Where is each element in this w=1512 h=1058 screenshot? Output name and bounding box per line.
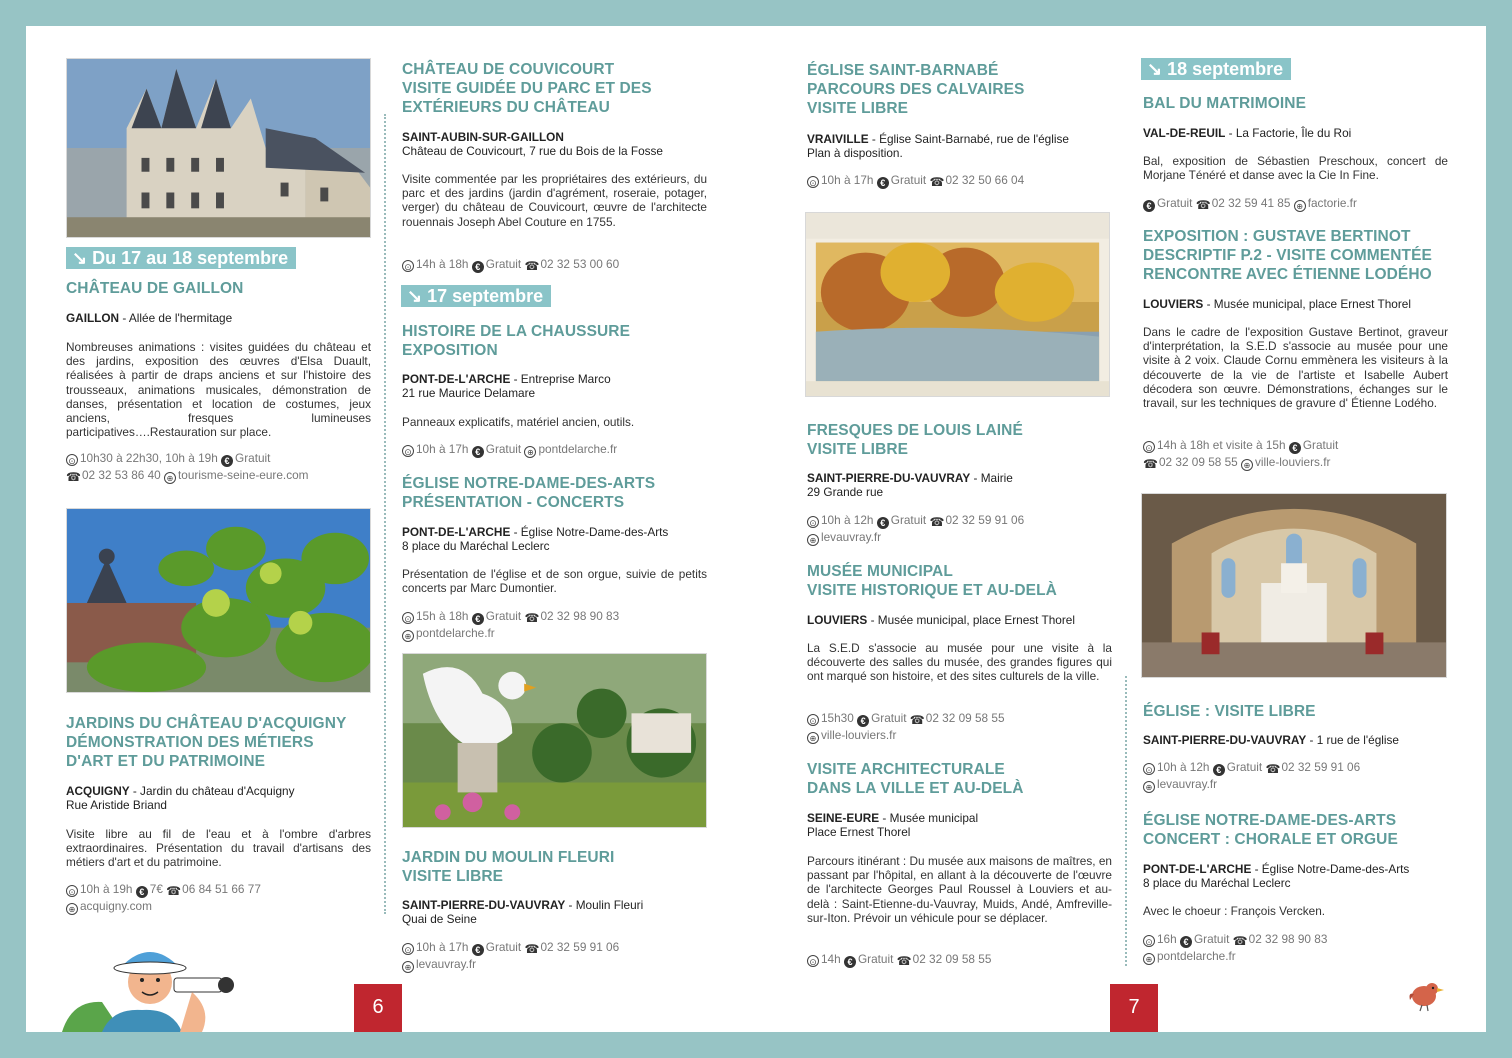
link-pontdelarche-2[interactable]: pontdelarche.fr xyxy=(416,626,495,640)
link-ville-louviers-2[interactable]: ville-louviers.fr xyxy=(1255,455,1331,469)
event-info-bal: € Gratuit ☎02 32 59 41 85 ⊕ factorie.fr xyxy=(1143,195,1448,212)
page-left xyxy=(26,26,756,1032)
event-place-barnabe: VRAIVILLE - Église Saint-Barnabé, rue de l'église Plan à disposition. xyxy=(807,132,1069,160)
globe-icon: ⊕ xyxy=(164,472,176,484)
event-info-ndarts: ⊙ 15h à 18h € Gratuit ☎02 32 98 90 83 ⊕ pontdelarche.fr xyxy=(402,608,707,642)
event-info-bertinot: ⊙ 14h à 18h et visite à 15h € Gratuit ☎02 32 09 58 55 ⊕ ville-louviers.fr xyxy=(1143,438,1339,471)
column-divider xyxy=(1125,676,1127,966)
date-banner-17-18: ↘ Du 17 au 18 septembre xyxy=(66,247,296,269)
event-place-couvicourt: SAINT-AUBIN-SUR-GAILLON Château de Couvicourt, 7 rue du Bois de la Fosse xyxy=(402,130,663,158)
event-title-concert: ÉGLISE NOTRE-DAME-DES-ARTS CONCERT : CHORALE ET ORGUE xyxy=(1143,812,1398,848)
event-info-barnabe: ⊙ 10h à 17h € Gratuit ☎02 32 50 66 04 xyxy=(807,172,1112,189)
event-desc-concert: Avec le choeur : François Vercken. xyxy=(1143,904,1326,918)
event-desc-couvicourt: Visite commentée par les propriétaires des extérieurs, du parc et des jardins (jardin d'agrément, roseraie, potager, verger) du château de Couvicourt, œuvre de l'architecte rouennais Joseph Abel Couture en 1755. xyxy=(402,172,707,229)
clock-icon: ⊙ xyxy=(807,714,819,726)
event-place-fresques: SAINT-PIERRE-DU-VAUVRAY - Mairie 29 Grande rue xyxy=(807,471,1013,499)
event-title-moulin: JARDIN DU MOULIN FLEURI VISITE LIBRE xyxy=(402,849,615,885)
euro-icon: € xyxy=(221,455,233,467)
phone-icon: ☎ xyxy=(896,954,912,968)
event-desc-bertinot: Dans le cadre de l'exposition Gustave Bertinot, graveur d'interprétation, la S.E.D s'associe au musée pour une visite à 2 voix. Claude Cornu emmènera les visiteurs à la découverte de la vie de l'artiste et Isabelle Aubert décodera son œuvre. Démonstrations, échanges sur le travail, sur les techniques de gravure d' Étienne Lodého. xyxy=(1143,325,1448,411)
event-info-couvicourt: ⊙ 14h à 18h € Gratuit ☎02 32 53 00 60 xyxy=(402,256,707,273)
globe-icon: ⊕ xyxy=(807,534,819,546)
link-tourisme[interactable]: tourisme-seine-eure.com xyxy=(178,468,309,482)
euro-icon: € xyxy=(877,517,889,529)
clock-icon: ⊙ xyxy=(402,943,414,955)
clock-icon: ⊙ xyxy=(66,885,78,897)
date-banner-18: ↘ 18 septembre xyxy=(1141,58,1291,80)
event-place-bertinot: LOUVIERS - Musée municipal, place Ernest Thorel xyxy=(1143,297,1411,311)
event-title-fresques: FRESQUES DE LOUIS LAINÉ VISITE LIBRE xyxy=(807,422,1023,458)
page-number-right: 7 xyxy=(1110,984,1158,1032)
euro-icon: € xyxy=(1180,936,1192,948)
euro-icon: € xyxy=(136,886,148,898)
event-place-chaussure: PONT-DE-L'ARCHE - Entreprise Marco 21 rue Maurice Delamare xyxy=(402,372,611,400)
event-title-barnabe: ÉGLISE SAINT-BARNABÉ PARCOURS DES CALVAIRES VISITE LIBRE xyxy=(807,62,1025,117)
globe-icon: ⊕ xyxy=(524,446,536,458)
event-info-concert: ⊙ 16h € Gratuit ☎02 32 98 90 83 ⊕ pontdelarche.fr xyxy=(1143,931,1448,965)
bird-icon xyxy=(1406,978,1446,1012)
event-place-archi: SEINE-EURE - Musée municipal Place Ernest Thorel xyxy=(807,811,979,839)
tourist-illustration xyxy=(62,940,252,1032)
clock-icon: ⊙ xyxy=(807,176,819,188)
phone-icon: ☎ xyxy=(909,713,925,727)
event-info-fresques: ⊙ 10h à 12h € Gratuit ☎02 32 59 91 06 ⊕ levauvray.fr xyxy=(807,512,1112,546)
event-title-acquigny: JARDINS DU CHÂTEAU D'ACQUIGNY DÉMONSTRATION DES MÉTIERS D'ART ET DU PATRIMOINE xyxy=(66,715,347,770)
euro-icon: € xyxy=(844,956,856,968)
euro-icon: € xyxy=(1143,200,1155,212)
link-ville-louviers[interactable]: ville-louviers.fr xyxy=(821,728,897,742)
event-title-chaussure: HISTOIRE DE LA CHAUSSURE EXPOSITION xyxy=(402,323,631,359)
event-title-gaillon: CHÂTEAU DE GAILLON xyxy=(66,280,244,297)
event-title-bertinot: EXPOSITION : GUSTAVE BERTINOT DESCRIPTIF P.2 - VISITE COMMENTÉE RENCONTRE AVEC ÉTIENNE LODÉHO xyxy=(1143,228,1432,283)
event-desc-ndarts: Présentation de l'église et de son orgue, suivie de petits concerts par Marc Dumontier. xyxy=(402,567,707,596)
event-title-bal: BAL DU MATRIMOINE xyxy=(1143,95,1307,112)
phone-icon: ☎ xyxy=(1195,198,1211,212)
photo-chateau-gaillon xyxy=(66,58,371,238)
column-divider xyxy=(384,114,386,914)
phone-icon: ☎ xyxy=(166,884,182,898)
euro-icon: € xyxy=(857,715,869,727)
phone-icon: ☎ xyxy=(1143,457,1158,471)
phone-icon: ☎ xyxy=(524,259,540,273)
phone-icon: ☎ xyxy=(929,175,945,189)
event-info-chaussure: ⊙ 10h à 17h € Gratuit ⊕ pontdelarche.fr xyxy=(402,441,707,458)
clock-icon: ⊙ xyxy=(402,445,414,457)
euro-icon: € xyxy=(472,446,484,458)
clock-icon: ⊙ xyxy=(807,516,819,528)
date-banner-17: ↘ 17 septembre xyxy=(401,285,551,307)
event-title-ndarts: ÉGLISE NOTRE-DAME-DES-ARTS PRÉSENTATION - CONCERTS xyxy=(402,475,656,511)
event-desc-gaillon: Nombreuses animations : visites guidées du château et des jardins, exposition des œuvres d'Elsa Duault, réalisées à partir de draps anciens et sur l'histoire des trousseaux, animations musicales, démonstration de danses, présentation et location de costumes, jeux anciens, fresques lumineuses participatives….Restauration sur place. xyxy=(66,340,371,440)
phone-icon: ☎ xyxy=(929,515,945,529)
euro-icon: € xyxy=(472,613,484,625)
event-place-ndarts: PONT-DE-L'ARCHE - Église Notre-Dame-des-Arts 8 place du Maréchal Leclerc xyxy=(402,525,669,553)
clock-icon: ⊙ xyxy=(1143,763,1155,775)
globe-icon: ⊕ xyxy=(1294,200,1306,212)
event-place-concert: PONT-DE-L'ARCHE - Église Notre-Dame-des-Arts 8 place du Maréchal Leclerc xyxy=(1143,862,1410,890)
event-info-gaillon: ⊙ 10h30 à 22h30, 10h à 19h € Gratuit ☎02 32 53 86 40 ⊕ tourisme-seine-eure.com xyxy=(66,451,309,484)
link-pontdelarche[interactable]: pontdelarche.fr xyxy=(538,442,618,456)
event-title-couvicourt: CHÂTEAU DE COUVICOURT VISITE GUIDÉE DU PARC ET DES EXTÉRIEURS DU CHÂTEAU xyxy=(402,61,652,116)
globe-icon: ⊕ xyxy=(1143,953,1155,965)
event-desc-bal: Bal, exposition de Sébastien Preschoux, concert de Morjane Ténéré et danse avec la Cie In Fine. xyxy=(1143,154,1448,183)
event-desc-archi: Parcours itinérant : Du musée aux maisons de maîtres, en passant par l'hôpital, en allant à la découverte de l'œuvre de l'architecte Georges Paul Roussel à Louviers et au-delà : Saint-Etienne-du-Vauvray, Muids, Andé, Amfreville-sur-Iton. Prévoir un véhicule pour se déplacer. xyxy=(807,854,1112,925)
event-info-musee: ⊙ 15h30 € Gratuit ☎02 32 09 58 55 ⊕ ville-louviers.fr xyxy=(807,710,1112,744)
event-desc-chaussure: Panneaux explicatifs, matériel ancien, outils. xyxy=(402,415,635,429)
event-info-eglise-vauvray: ⊙ 10h à 12h € Gratuit ☎02 32 59 91 06 ⊕ levauvray.fr xyxy=(1143,759,1448,793)
globe-icon: ⊕ xyxy=(807,732,819,744)
phone-icon: ☎ xyxy=(1232,934,1248,948)
link-factorie[interactable]: factorie.fr xyxy=(1307,196,1357,210)
clock-icon: ⊙ xyxy=(1143,935,1155,947)
phone-icon: ☎ xyxy=(524,611,540,625)
link-acquigny[interactable]: acquigny.com xyxy=(80,899,152,913)
globe-icon: ⊕ xyxy=(402,961,414,973)
phone-icon: ☎ xyxy=(524,942,540,956)
link-levauvray-3[interactable]: levauvray.fr xyxy=(1157,777,1218,791)
page-number-left: 6 xyxy=(354,984,402,1032)
photo-jardins-acquigny xyxy=(66,508,371,693)
event-place-musee: LOUVIERS - Musée municipal, place Ernest Thorel xyxy=(807,613,1075,627)
event-info-moulin: ⊙ 10h à 17h € Gratuit ☎02 32 59 91 06 ⊕ levauvray.fr xyxy=(402,939,707,973)
clock-icon: ⊙ xyxy=(807,955,819,967)
globe-icon: ⊕ xyxy=(66,903,78,915)
event-place-acquigny: ACQUIGNY - Jardin du château d'Acquigny Rue Aristide Briand xyxy=(66,784,295,812)
clock-icon: ⊙ xyxy=(402,612,414,624)
event-desc-acquigny: Visite libre au fil de l'eau et à l'ombre d'arbres extraordinaires. Présentation du travail d'artisans des métiers d'art et du patrimoine. xyxy=(66,827,371,870)
photo-eglise-interieur xyxy=(1141,493,1447,678)
event-info-archi: ⊙ 14h € Gratuit ☎02 32 09 58 55 xyxy=(807,951,1112,968)
event-place-eglise-vauvray: SAINT-PIERRE-DU-VAUVRAY - 1 rue de l'église xyxy=(1143,733,1399,747)
event-place-bal: VAL-DE-REUIL - La Factorie, Île du Roi xyxy=(1143,126,1352,140)
euro-icon: € xyxy=(1213,764,1225,776)
event-place-gaillon: GAILLON - Allée de l'hermitage xyxy=(66,311,233,325)
page-right xyxy=(756,26,1486,1032)
clock-icon: ⊙ xyxy=(66,454,78,466)
event-title-archi: VISITE ARCHITECTURALE DANS LA VILLE ET AU-DELÀ xyxy=(807,761,1024,797)
event-title-musee: MUSÉE MUNICIPAL VISITE HISTORIQUE ET AU-DELÀ xyxy=(807,563,1057,599)
euro-icon: € xyxy=(472,944,484,956)
euro-icon: € xyxy=(472,261,484,273)
phone-icon: ☎ xyxy=(1265,762,1281,776)
event-info-acquigny: ⊙ 10h à 19h € 7€ ☎06 84 51 66 77 ⊕ acquigny.com xyxy=(66,881,371,915)
link-levauvray[interactable]: levauvray.fr xyxy=(416,957,477,971)
event-desc-musee: La S.E.D s'associe au musée pour une visite à la découverte des salles du musée, des grandes figures qui ont marqué son histoire, et des sites culturels de la ville. xyxy=(807,641,1112,684)
phone-icon: ☎ xyxy=(66,470,81,484)
event-title-eglise-vauvray: ÉGLISE : VISITE LIBRE xyxy=(1143,703,1316,720)
globe-icon: ⊕ xyxy=(1241,459,1253,471)
link-pontdelarche-3[interactable]: pontdelarche.fr xyxy=(1157,949,1236,963)
photo-moulin-fleuri xyxy=(402,653,707,828)
euro-icon: € xyxy=(877,177,889,189)
euro-icon: € xyxy=(1289,442,1301,454)
clock-icon: ⊙ xyxy=(1143,441,1155,453)
clock-icon: ⊙ xyxy=(402,260,414,272)
globe-icon: ⊕ xyxy=(402,630,414,642)
event-place-moulin: SAINT-PIERRE-DU-VAUVRAY - Moulin Fleuri Quai de Seine xyxy=(402,898,644,926)
link-levauvray-2[interactable]: levauvray.fr xyxy=(821,530,882,544)
globe-icon: ⊕ xyxy=(1143,781,1155,793)
photo-fresques xyxy=(805,212,1110,397)
